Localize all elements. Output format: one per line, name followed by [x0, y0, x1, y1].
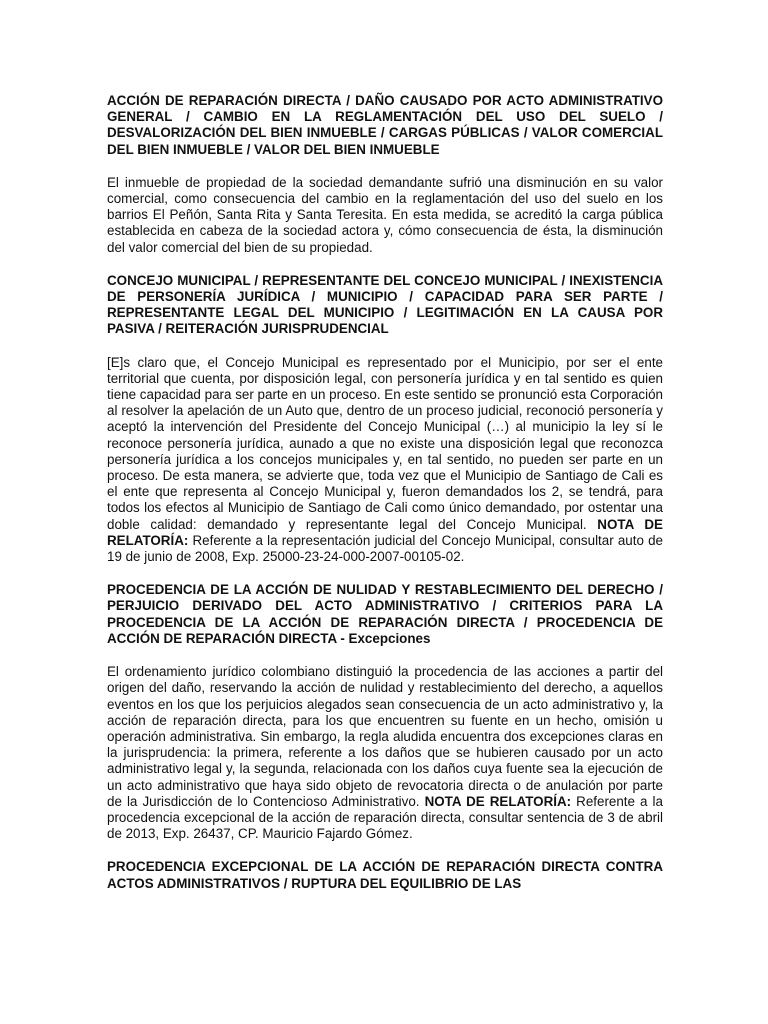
section-heading-reparacion-directa: ACCIÓN DE REPARACIÓN DIRECTA / DAÑO CAUSADO POR ACTO ADMINISTRATIVO GENERAL / CAMBIO EN LA REGLAMENTACIÓN DEL USO DEL SUELO / DESVALORIZACIÓN DEL BIEN INMUEBLE / CARGAS PÚBLICAS / VALOR COMERCIAL DEL BIEN INMUEBLE / VALOR DEL BIEN INMUEBLE	[107, 93, 663, 157]
section-heading-procedencia-nulidad	[107, 582, 663, 647]
section-heading-procedencia-excepcional: PROCEDENCIA EXCEPCIONAL DE LA ACCIÓN DE REPARACIÓN DIRECTA CONTRA ACTOS ADMINISTRATIVOS / RUPTURA DEL EQUILIBRIO DE LAS	[107, 859, 663, 891]
nota-relatoria-text: Referente a la representación judicial del Concejo Municipal, consultar auto de 19 de junio de 2008, Exp. 25000-23-24-000-2007-00105-02.	[107, 532, 663, 565]
heading-text: PROCEDENCIA DE LA ACCIÓN DE NULIDAD Y RESTABLECIMIENTO DEL DERECHO / PERJUICIO DERIVADO DEL ACTO ADMINISTRATIVO / CRITERIOS PARA LA PROCEDENCIA DE LA ACCIÓN DE REPARACIÓN DIRECTA / PROCEDENCIA DE ACCIÓN DE REPARACIÓN DIRECTA -	[107, 582, 663, 646]
body-text: [E]s claro que, el Concejo Municipal es representado por el Municipio, por ser el ente territorial que cuenta, por disposición legal, con personería jurídica y en tal sentido es quien tiene capacidad para ser parte en un proceso. En este sentido se pronunció esta Corporación al resolver la apelación de un Auto que, dentro de un proceso judicial, reconoció personería y aceptó la intervención del Presidente del Concejo Municipal (…) al municipio la ley sí le reconoce personería jurídica, aunado a que no existe una disposición legal que reconozca personería jurídica a los concejos municipales y, en tal sentido, no pueden ser parte en un proceso. De esta manera, se advierte que, toda vez que el Municipio de Santiago de Cali es el ente que representa al Concejo Municipal y, fueron demandados los 2, se tendrá, para todos los efectos al Municipio de Santiago de Cali como único demandado, por ostentar una doble calidad: demandado y representante legal del Concejo Municipal.	[107, 354, 663, 532]
nota-relatoria-label: NOTA DE RELATORÍA:	[424, 793, 572, 809]
section-body-procedencia-nulidad	[107, 664, 663, 842]
section-body-concejo-municipal	[107, 355, 663, 566]
nota-relatoria-label: NOTA DE RELATORÍA:	[107, 516, 663, 548]
document-page	[107, 93, 663, 892]
heading-subtitle: Excepciones	[348, 630, 431, 646]
section-body-reparacion-directa: El inmueble de propiedad de la sociedad demandante sufrió una disminución en su valor comercial, como consecuencia del cambio en la reglamentación del uso del suelo en los barrios El Peñón, Santa Rita y Santa Teresita. En esta medida, se acreditó la carga pública establecida en cabeza de la sociedad actora y, cómo consecuencia de ésta, la disminución del valor comercial del bien de su propiedad.	[107, 174, 663, 255]
body-text: El ordenamiento jurídico colombiano distinguió la procedencia de las acciones a partir del origen del daño, reservando la acción de nulidad y restablecimiento del derecho, a aquellos eventos en los que los perjuicios alegados sean consecuencia de un acto administrativo y, la acción de reparación directa, para los que encuentren su fuente en un hecho, omisión u operación administrativa. Sin embargo, la regla aludida encuentra dos excepciones claras en la jurisprudencia: la primera, referente a los daños que se hubieren causado por un acto administrativo legal y, la segunda, relacionada con los daños cuya fuente sea la ejecución de un acto administrativo que haya sido objeto de revocatoria directa o de anulación por parte de la Jurisdicción de lo Contencioso Administrativo.	[107, 664, 663, 809]
section-heading-concejo-municipal: CONCEJO MUNICIPAL / REPRESENTANTE DEL CONCEJO MUNICIPAL / INEXISTENCIA DE PERSONERÍA JURÍDICA / MUNICIPIO / CAPACIDAD PARA SER PARTE / REPRESENTANTE LEGAL DEL MUNICIPIO / LEGITIMACIÓN EN LA CAUSA POR PASIVA / REITERACIÓN JURISPRUDENCIAL	[107, 272, 663, 337]
nota-relatoria-text: Referente a la procedencia excepcional de la acción de reparación directa, consultar sentencia de 3 de abril de 2013, Exp. 26437, CP. Mauricio Fajardo Gómez.	[107, 793, 663, 842]
